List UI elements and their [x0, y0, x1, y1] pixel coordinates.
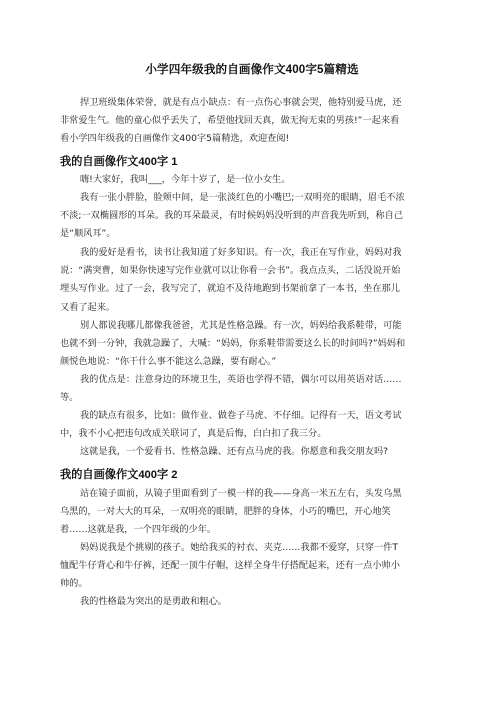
text-line: 是“顺风耳”。	[60, 228, 116, 240]
text-line: 说：“满突曹，如果你快速写完作业就可以让你看一会书”。我点点头，二话没说开始	[60, 265, 401, 277]
text-line: 我的性格最为突出的是勇敢和粗心。	[80, 596, 227, 607]
paragraph	[60, 371, 444, 407]
text-line: 别人都说我哪儿都像我爸爸，尤其是性格急躁。有一次，妈妈给我系鞋带，可能	[80, 320, 402, 331]
paragraph	[60, 407, 444, 443]
section-heading: 我的自画像作文400字 1	[60, 156, 178, 168]
paragraph	[60, 189, 444, 244]
text-line: 嗨!大家好，我叫___，今年十岁了，是一位小女生。	[80, 174, 291, 185]
text-line: 我有一张小胖脸，脸颊中间，是一张淡红色的小嘴巴;一双明亮的眼睛，眉毛不浓	[80, 192, 405, 203]
text-line: 埋头写作业。过了一会，我写完了，就迫不及待地跑到书架前拿了一本书，坐在那儿	[60, 283, 400, 295]
intro-paragraph	[60, 94, 444, 149]
page-title: 小学四年级我的自画像作文400字5篇精选	[145, 63, 359, 76]
paragraph	[60, 443, 444, 461]
text-line: 非常爱生气。他的童心似乎丢失了，希望他找回天真，做无拘无束的男孩!”一起来看	[60, 115, 400, 127]
text-line: 我的优点是：注意身边的环境卫生，英语也学得不错，偶尔可以用英语对话……	[80, 374, 402, 385]
text-line: 恤配牛仔背心和牛仔裤，还配一顶牛仔帽，这样全身牛仔搭配起来，还有一点小帅小	[60, 560, 400, 572]
text-line: 着……这就是我，一个四年级的少年。	[60, 524, 217, 536]
paragraph	[60, 317, 444, 372]
paragraph	[60, 171, 444, 189]
text-line: 这就是我，一个爱看书、性格急躁、还有点马虎的我。你愿意和我交朋友吗?	[80, 446, 389, 457]
paragraph	[60, 244, 444, 317]
text-line: 中，我不小心把违句改成关联词了，真是后悔，白白扣了我三分。	[60, 428, 327, 440]
text-line: 等。	[60, 392, 79, 404]
text-line: 妈妈说我是个挑剔的孩子。她给我买的衬衣、夹克……我都不爱穿，只穿一件T	[80, 542, 398, 553]
text-line: 又看了起来。	[60, 301, 116, 313]
text-line: 捍卫班级集体荣誉，就是有点小缺点：有一点伤心事就会哭，他特别爱马虎，还	[80, 97, 402, 108]
text-line: 看小学四年级我的自画像作文400字5篇精选，欢迎查阅!	[60, 133, 290, 145]
text-line: 我的缺点有很多，比如：做作业、做卷子马虎、不仔细。记得有一天，语文考试	[80, 410, 402, 421]
text-line: 我的爱好是看书，读书让我知道了好多知识。有一次，我正在写作业，妈妈对我	[80, 247, 402, 258]
text-line: 也就不到一分钟，我就急躁了，大喊：“妈妈，你系鞋带需要这么长的时间吗?”妈妈和	[60, 338, 406, 350]
text-line: 乌黑的，一对大大的耳朵，一双明亮的眼睛，肥胖的身体，小巧的嘴巴，开心地笑	[60, 506, 391, 518]
paragraph	[60, 539, 444, 594]
text-line: 帅的。	[60, 578, 88, 590]
text-line: 颜悦色地说：“你干什么事不能这么急躁，要有耐心。”	[60, 356, 277, 368]
paragraph	[60, 485, 444, 540]
text-line: 站在镜子面前，从镜子里面看到了一模一样的我——身高一米五左右，头发乌黑	[80, 488, 402, 499]
section-heading: 我的自画像作文400字 2	[60, 469, 178, 481]
paragraph	[60, 593, 444, 611]
text-line: 不淡;一双椭圆形的耳朵。我的耳朵最灵，有时候妈妈没听到的声音我先听到，称自己	[60, 210, 404, 222]
